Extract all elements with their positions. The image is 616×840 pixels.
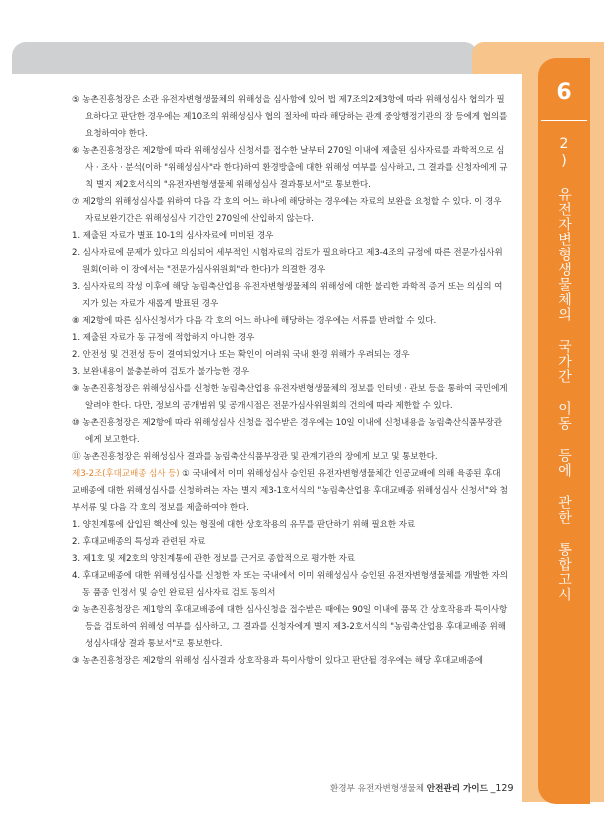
- footer-guide: 안전관리 가이드: [426, 784, 488, 794]
- item-7-2: 2. 심사자료에 문제가 있다고 의심되어 세부적인 시험자료의 검토가 필요하다고 제3-4조의 규정에 따른 전문가심사위원회(이하 이 장에서는 "전문가심사위원회"라 한다)가 의결한 경우: [72, 248, 503, 275]
- page-footer: [330, 782, 530, 794]
- chapter-sidebar: [538, 58, 590, 804]
- item-10: ⑩ 농촌진흥청장은 제2항에 따라 위해성심사 신청을 접수받은 경우에는 10일 이내에 신청내용을 농림축산식품부장관에게 보고한다.: [72, 418, 502, 445]
- item-7-3: 3. 심사자료의 작성 이후에 해당 농림축산업용 유전자변형생물체의 위해성에 대한 불리한 과학적 증거 또는 의심의 여지가 있는 자료가 새롭게 발표된 경우: [72, 282, 503, 309]
- page-number: _129: [490, 783, 514, 794]
- item-8-1: 1. 제출된 자료가 동 규정에 적합하지 아니한 경우: [72, 333, 255, 343]
- item-8: ⑧ 제2항에 따른 심사신청서가 다음 각 호의 어느 하나에 해당하는 경우에는 서류를 반려할 수 있다.: [72, 316, 437, 326]
- document-content: [72, 92, 508, 670]
- section-3-2: [72, 466, 508, 517]
- item-s-4: 4. 후대교배종에 대한 위해성심사를 신청한 자 또는 국내에서 이미 위해성심사 승인된 유전자변형생물체를 개발한 자의 동 품종 인정서 및 승인 완료된 심사자료 검토 동의서: [72, 571, 508, 598]
- item-s-circ-2: ② 농촌진흥청장은 제1항의 후대교배종에 대한 심사신청을 접수받은 때에는 90일 이내에 품목 간 상호작용과 특이사항 등을 검토하여 위해성 여부를 심사하고, 그 결과를 신청자에게 별지 제3-2호서식의 "농림축산업용 후대교배종 위해성심사대상 결과 통보서"로 통보한다.: [72, 605, 508, 649]
- chapter-divider: [541, 120, 587, 121]
- item-5: ⑤ 농촌진흥청장은 소관 유전자변형생물체의 위해성을 심사함에 있어 법 제7조의2제3항에 따라 위해성심사 협의가 필요하다고 판단한 경우에는 제10조의 위해성심사 협의 절차에 따라 해당하는 관계 중앙행정기관의 장 등에게 협의를 요청하여야 한다.: [72, 95, 508, 139]
- chapter-number: 6: [556, 80, 572, 105]
- item-7-1: 1. 제출된 자료가 별표 10-1의 심사자료에 미비된 경우: [72, 231, 274, 241]
- item-s-3: 3. 제1호 및 제2호의 양친계통에 관한 정보를 근거로 종합적으로 평가한 자료: [72, 554, 355, 564]
- footer-publisher: 환경부 유전자변형생물체: [330, 784, 425, 794]
- chapter-title: 2) 유전자변형생물체의 국가간 이동 등에 관한 통합고시: [556, 136, 572, 602]
- item-s-1: 1. 양친계통에 삽입된 핵산에 있는 형질에 대한 상호작용의 유무를 판단하기 위해 필요한 자료: [72, 520, 416, 530]
- section-heading: 제3-2조(후대교배종 심사 등): [72, 469, 180, 479]
- item-7: ⑦ 제2항의 위해성심사를 위하여 다음 각 호의 어느 하나에 해당하는 경우에는 자료의 보완을 요청할 수 있다. 이 경우 자료보완기간은 위해성심사 기간인 270일에 산입하지 않는다.: [72, 197, 502, 224]
- item-9: ⑨ 농촌진흥청장은 위해성심사를 신청한 농림축산업용 유전자변형생물체의 정보를 인터넷 · 관보 등을 통하여 국민에게 알려야 한다. 다만, 정보의 공개범위 및 공개시점은 전문가심사위원회의 건의에 따라 제한할 수 있다.: [72, 384, 508, 411]
- item-s-2: 2. 후대교배종의 특성과 관련된 자료: [72, 537, 206, 547]
- item-6: ⑥ 농촌진흥청장은 제2항에 따라 위해성심사 신청서를 접수한 날부터 270일 이내에 제출된 심사자료를 과학적으로 심사 · 조사 · 분석(이하 "위해성심사"라 한다)하여 환경방출에 대한 위해성 여부를 심사하고, 그 결과를 신청자에게 규칙 별지 제2호서식의 "유전자변형생물체 위해성심사 결과통보서"로 통보한다.: [72, 146, 508, 190]
- item-11: ⑪ 농촌진흥청장은 위해성심사 결과를 농림축산식품부장관 및 관계기관의 장에게 보고 및 통보한다.: [72, 452, 438, 462]
- item-8-3: 3. 보완내용이 불충분하여 검토가 불가능한 경우: [72, 367, 249, 377]
- item-8-2: 2. 안전성 및 건전성 등이 결여되었거나 또는 확인이 어려워 국내 환경 위해가 우려되는 경우: [72, 350, 410, 360]
- section-body: ① 국내에서 이미 위해성심사 승인된 유전자변형생물체간 인공교배에 의해 육종된 후대교배종에 대한 위해성심사를 신청하려는 자는 별지 제3-1호서식의 "농림축산업용 후대교배종 위해성심사 신청서"와 첨부서류 및 다음 각 호의 정보를 제출하여야 한다.: [72, 469, 508, 513]
- item-s-circ-3: ③ 농촌진흥청장은 제2항의 위해성 심사결과 상호작용과 특이사항이 있다고 판단될 경우에는 해당 후대교배종에: [72, 656, 483, 666]
